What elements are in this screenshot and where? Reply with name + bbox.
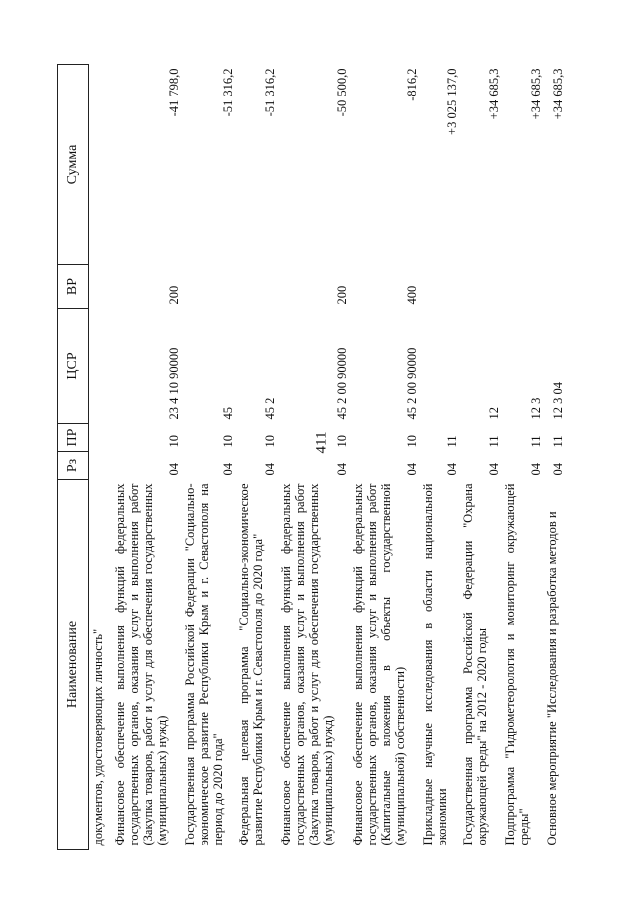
row-vr [419,265,459,309]
row-rz: 04 [444,463,459,476]
row-csr [419,309,459,424]
row-pr: 10 [262,435,277,448]
row-pr [89,424,111,452]
table-row [459,65,501,850]
budget-table [57,64,565,850]
row-vr [543,265,565,309]
row-vr: 400 [404,285,419,305]
row-pr: 10 [404,435,419,448]
row-sum: -816,2 [404,68,419,101]
row-pr: 11 [528,435,543,448]
row-csr: 12 3 04 [550,382,565,420]
row-rz: 04 [486,463,501,476]
row-vr: 200 [166,285,181,305]
row-rz: 04 [550,463,565,476]
row-name: документов, удостоверяющих личность" [91,628,105,846]
row-csr: 45 [220,407,235,420]
header-rz: Рз [58,452,89,480]
row-vr [501,265,543,309]
row-name: Государственная программа Российской Федерации "Социально-экономическое развитие Республики Крым и г. Севастополя на период до 2020 года" [182,483,225,846]
row-csr: 45 2 00 90000 [334,347,349,420]
row-rz: 04 [404,463,419,476]
row-vr [89,265,111,309]
row-sum [89,65,111,265]
rotated-page [57,65,587,850]
row-rz [89,452,111,480]
row-rz: 04 [166,463,181,476]
table-row [501,65,543,850]
header-vr: ВР [58,265,89,309]
header-sum: Сумма [58,65,89,265]
table-row [277,65,349,850]
row-name: Финансовое обеспечение выполнения функций федеральных государственных органов, оказания услуг и выполнения работ (Закупка товаров, работ и услуг для обеспечения государственных (муниципальных) нужд) [278,483,335,846]
row-name: Прикладные научные исследования в области национальной экономики [420,483,449,846]
row-pr: 11 [486,435,501,448]
table-row [235,65,277,850]
row-sum: +3 025 137,0 [444,68,459,135]
row-csr: 23 4 10 90000 [166,347,181,420]
row-name: Основное мероприятие "Исследования и разработка методов и [544,511,559,846]
row-sum: -51 316,2 [262,68,277,117]
table-row [419,65,459,850]
row-vr: 200 [334,285,349,305]
row-sum: -50 500,0 [334,68,349,117]
table-row [349,65,419,850]
header-pr: ПР [58,424,89,452]
row-sum: +34 685,3 [528,68,543,120]
row-csr: 45 2 00 90000 [404,347,419,420]
row-rz: 04 [528,463,543,476]
row-name: Федеральная целевая программа "Социально-экономическое развитие Республики Крым и г. Севастополя до 2020 года" [236,483,265,846]
table-row [181,65,235,850]
row-csr: 12 3 [528,397,543,420]
page-number: 411 [313,431,330,454]
row-name: Государственная программа Российской Федерации "Охрана окружающей среды" на 2012 - 2020 годы [460,483,489,846]
row-name: Финансовое обеспечение выполнения функций федеральных государственных органов, оказания услуг и выполнения работ (Закупка товаров, работ и услуг для обеспечения государственных (муниципальных) нужд) [112,483,169,846]
table-row [111,65,181,850]
row-pr: 10 [334,435,349,448]
row-rz: 04 [334,463,349,476]
table-header-row [58,65,89,850]
row-sum: -41 798,0 [166,68,181,117]
table-row [543,65,565,850]
row-pr: 11 [444,435,459,448]
row-sum: +34 685,3 [486,68,501,120]
header-name: Наименование [58,480,89,850]
row-csr: 12 [486,407,501,420]
row-pr: 10 [220,435,235,448]
header-csr: ЦСР [58,309,89,424]
row-sum: +34 685,3 [550,68,565,120]
row-rz: 04 [220,463,235,476]
row-csr [89,309,111,424]
row-vr [235,265,277,309]
row-name: Финансовое обеспечение выполнения функций федеральных государственных органов, оказания услуг и выполнения работ (Капитальные вложения в объекты государственной (муниципальной) собственности) [350,483,407,846]
table-row [89,65,111,850]
row-pr: 10 [166,435,181,448]
row-name: Подпрограмма "Гидрометеорология и мониторинг окружающей среды" [502,483,531,846]
row-sum: -51 316,2 [220,68,235,117]
row-rz: 04 [262,463,277,476]
row-pr: 11 [550,435,565,448]
row-vr [459,265,501,309]
row-csr: 45 2 [262,397,277,420]
row-vr [181,265,235,309]
